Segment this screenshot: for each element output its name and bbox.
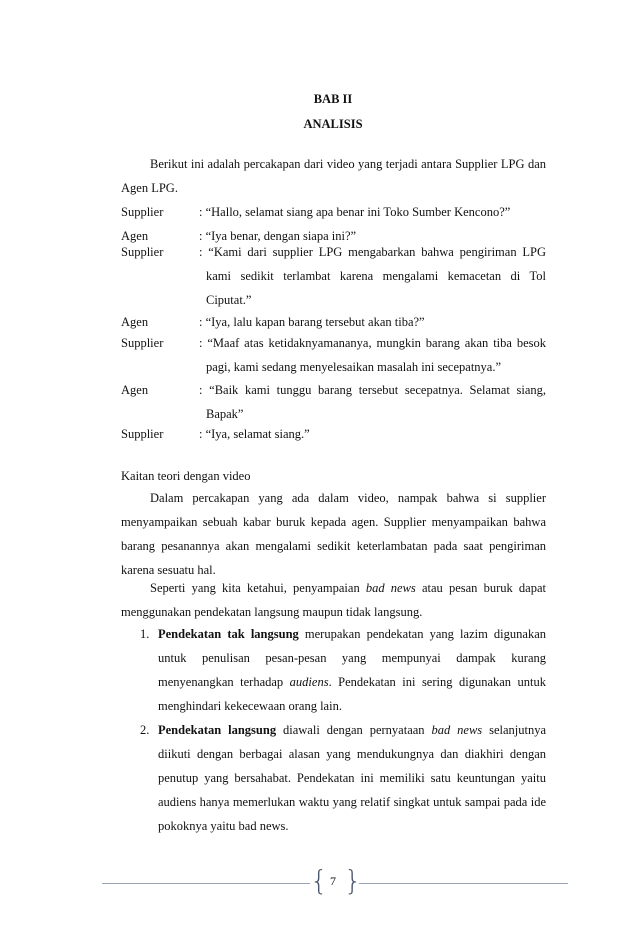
dialogue-speaker: Supplier: [121, 205, 164, 219]
intro-paragraph: Berikut ini adalah percakapan dari video yang terjadi antara Supplier LPG dan Agen LPG.: [121, 157, 546, 195]
section-heading: Kaitan teori dengan video: [121, 469, 251, 483]
body-paragraph: Dalam percakapan yang ada dalam video, nampak bahwa si supplier menyampaikan sebuah kabar buruk kepada agen. Supplier menyampaikan bahwa barang pesanannya akan mengalami sedikit keterlambatan pada saat pengiriman karena sesuatu hal.: [121, 491, 546, 577]
dialogue-text: : “Hallo, selamat siang apa benar ini Toko Sumber Kencono?”: [199, 205, 511, 219]
list-item: 2. Pendekatan langsung diawali dengan pernyataan bad news selanjutnya diikuti dengan berbagai alasan yang mendukungnya dan diakhiri dengan penutup yang bersahabat. Pendekatan ini memiliki satu keuntungan yaitu audiens hanya memerlukan waktu yang relatif singkat untuk sampai pada ide pokoknya yaitu bad news.: [121, 718, 546, 838]
dialogue-text: : “Iya benar, dengan siapa ini?”: [199, 229, 357, 243]
left-brace-icon: {: [310, 864, 328, 897]
list-number: 2.: [140, 723, 150, 737]
dialogue-speaker: Supplier: [121, 336, 164, 350]
dialogue-text: : “Baik kami tunggu barang tersebut secepatnya. Selamat siang, Bapak”: [199, 383, 546, 421]
term: Pendekatan tak langsung: [158, 627, 299, 641]
dialogue-speaker: Supplier: [121, 245, 164, 259]
emphasis: bad news: [365, 581, 416, 595]
list-number: 1.: [140, 627, 150, 641]
approach-list: [121, 622, 546, 838]
dialogue-text: : “Maaf atas ketidaknyamananya, mungkin barang akan tiba besok pagi, kami sedang menyelesaikan masalah ini secepatnya.”: [199, 336, 546, 374]
dialogue-speaker: Supplier: [121, 427, 164, 441]
dialogue-text: : “Iya, lalu kapan barang tersebut akan tiba?”: [199, 315, 425, 329]
footer-rule-right: [359, 883, 568, 884]
emphasis: audiens: [289, 675, 329, 689]
term: Pendekatan langsung: [158, 723, 277, 737]
dialogue-text: : “Kami dari supplier LPG mengabarkan bahwa pengiriman LPG kami sedikit terlambat karena mengalami kemacetan di Tol Ciputat.”: [199, 245, 546, 307]
chapter-number: BAB II: [313, 92, 353, 106]
body-paragraph: Seperti yang kita ketahui, penyampaian bad news atau pesan buruk dapat menggunakan pendekatan langsung maupun tidak langsung.: [121, 581, 546, 619]
footer-rule-left: [102, 883, 310, 884]
chapter-title: ANALISIS: [303, 117, 363, 131]
dialogue-speaker: Agen: [121, 315, 149, 329]
page-number: 7: [330, 874, 336, 888]
dialogue-text: : “Iya, selamat siang.”: [199, 427, 310, 441]
emphasis: bad news: [431, 723, 483, 737]
right-brace-icon: }: [344, 864, 362, 897]
dialogue-speaker: Agen: [121, 229, 149, 243]
dialogue-speaker: Agen: [121, 383, 149, 397]
list-item: 1. Pendekatan tak langsung merupakan pendekatan yang lazim digunakan untuk penulisan pesan-pesan yang mempunyai dampak kurang menyenangkan terhadap audiens. Pendekatan ini sering digunakan untuk menghindari kekecewaan orang lain.: [121, 622, 546, 718]
